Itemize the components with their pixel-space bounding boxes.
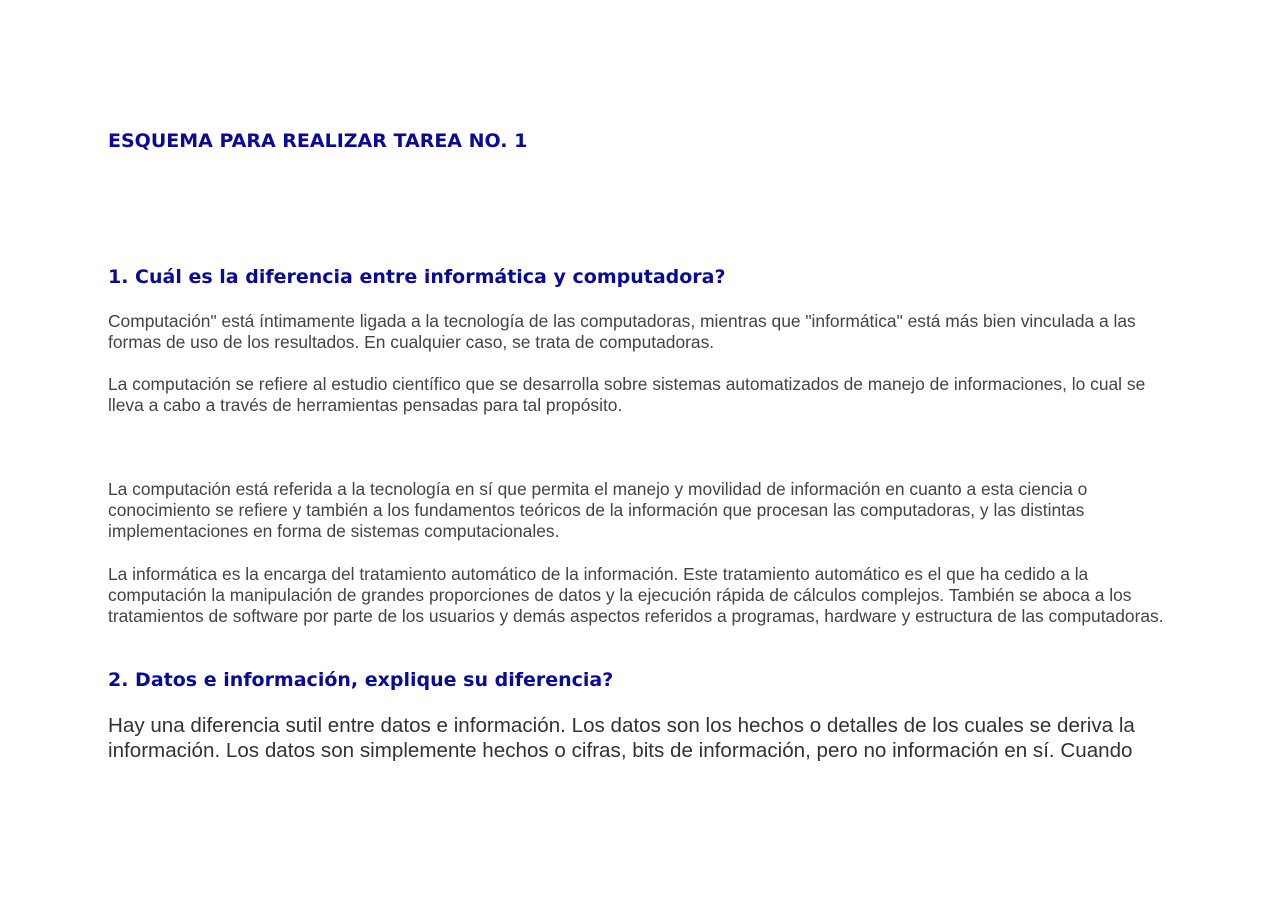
paragraph: La computación está referida a la tecnología en sí que permita el manejo y movilidad de información en cuanto a esta ciencia o conocimiento se refiere y también a los fundamentos teóricos de la información que procesan las computadoras, y las distintas implementaciones en forma de sistemas computacionales. [108,479,1088,541]
paragraph: La computación se refiere al estudio científico que se desarrolla sobre sistemas automatizados de manejo de informaciones, lo cual se lleva a cabo a través de herramientas pensadas para tal propósito. [108,374,1146,415]
section-heading-1: 1. Cuál es la diferencia entre informática y computadora? [108,266,726,288]
paragraph: La informática es la encarga del tratamiento automático de la información. Este tratamiento automático es el que ha cedido a la computación la manipulación de grandes proporciones de datos y la ejecución rápida de cálculos complejos. También se aboca a los tratamientos de software por parte de los usuarios y demás aspectos referidos a programas, hardware y estructura de las computadoras. [108,564,1164,626]
document-title: ESQUEMA PARA REALIZAR TAREA NO. 1 [108,130,528,152]
section-heading-2: 2. Datos e información, explique su diferencia? [108,669,614,691]
paragraph: Hay una diferencia sutil entre datos e información. Los datos son los hechos o detalles de los cuales se deriva la información. Los datos son simplemente hechos o cifras, bits de información, pero no información en sí. Cuando [108,714,1135,762]
paragraph: Computación" está íntimamente ligada a la tecnología de las computadoras, mientras que "informática" está más bien vinculada a las formas de uso de los resultados. En cualquier caso, se trata de computadoras. [108,311,1136,352]
